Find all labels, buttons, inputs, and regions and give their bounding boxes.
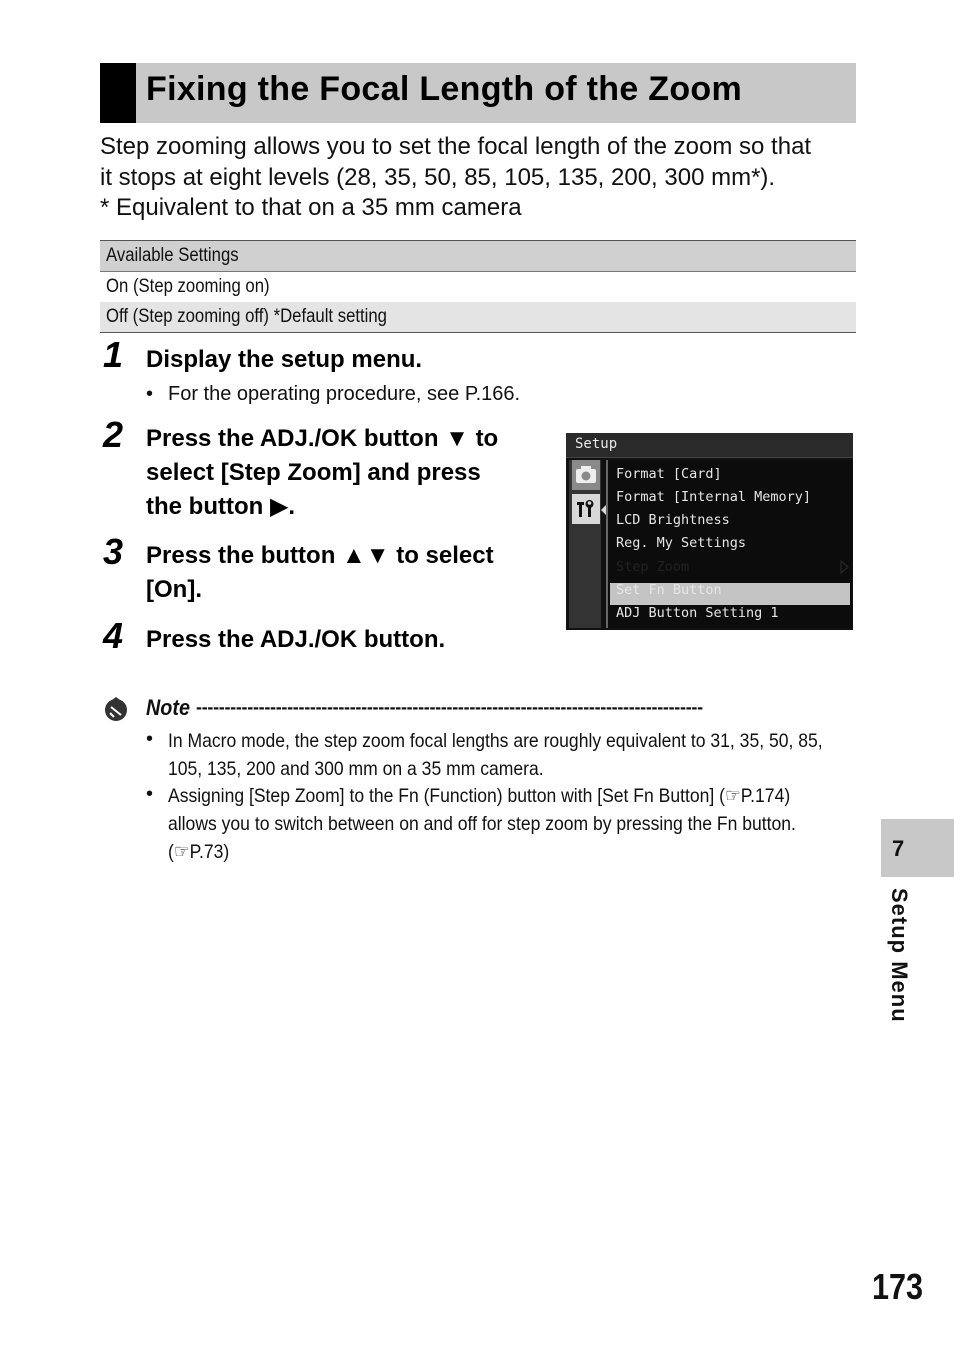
menu-item[interactable]: Set Fn Button [616, 582, 722, 598]
menu-item[interactable]: ADJ Button Setting 1 [616, 605, 779, 621]
step-text: Press the ADJ./OK button. [146, 626, 446, 653]
note-icon [102, 695, 130, 728]
note-bullet: Assigning [Step Zoom] to the Fn (Function) button with [Set Fn Button] (☞P.174) allows you to switch between on and off for step zoom by pressing the Fn button. (☞P.73) [168, 785, 796, 863]
settings-table [100, 240, 856, 333]
step-text: Display the setup menu. [146, 346, 423, 373]
step-bullet: For the operating procedure, see P.166. [168, 383, 521, 405]
step-text: Press the ADJ./OK button ▼ to select [Step Zoom] and press the button ▶. [146, 425, 499, 520]
wrench-screwdriver-icon [572, 494, 600, 524]
chapter-number: 7 [892, 836, 905, 861]
step-number: 3 [103, 531, 124, 572]
menu-item-selected[interactable]: Step Zoom [616, 559, 690, 575]
camera-icon [572, 460, 600, 490]
submenu-arrow-icon [840, 560, 849, 574]
step-number: 2 [103, 414, 124, 455]
intro-line-1: Step zooming allows you to set the focal length of the zoom so that [100, 133, 812, 160]
table-header: Available Settings [100, 240, 856, 272]
chapter-label: Setup Menu [887, 888, 912, 1023]
bullet-glyph: • [146, 783, 154, 805]
table-row: On (Step zooming on) [106, 276, 270, 297]
step-number: 4 [103, 615, 124, 656]
step-text: Press the button ▲▼ to select [On]. [146, 542, 494, 603]
menu-item[interactable]: Format [Internal Memory] [616, 489, 812, 505]
page-title: Fixing the Focal Length of the Zoom [146, 70, 743, 108]
camera-screen-header [566, 433, 853, 458]
bullet-glyph: • [146, 383, 154, 405]
note-divider: ----------------------------------------------------------------------------------------- [196, 697, 703, 717]
title-marker-block [100, 63, 136, 123]
camera-screen-title: Setup [575, 436, 618, 452]
step-number: 1 [103, 334, 124, 375]
camera-tab-column [569, 460, 601, 628]
note-label: Note [146, 695, 191, 720]
intro-footnote: * Equivalent to that on a 35 mm camera [100, 194, 522, 221]
camera-menu-list [606, 460, 852, 628]
menu-item[interactable]: Format [Card] [616, 466, 722, 482]
menu-item[interactable]: LCD Brightness [616, 512, 730, 528]
camera-setup-screen [566, 433, 853, 630]
table-row: Off (Step zooming off) *Default setting [100, 302, 856, 333]
note-bullet: In Macro mode, the step zoom focal lengths are roughly equivalent to 31, 35, 50, 85, 105, 135, 200 and 300 mm on a 35 mm camera. [168, 730, 823, 780]
bullet-glyph: • [146, 728, 154, 750]
intro-line-2: it stops at eight levels (28, 35, 50, 85, 105, 135, 200, 300 mm*). [100, 164, 776, 191]
menu-item[interactable]: Reg. My Settings [616, 535, 747, 551]
page-number: 173 [872, 1266, 924, 1307]
